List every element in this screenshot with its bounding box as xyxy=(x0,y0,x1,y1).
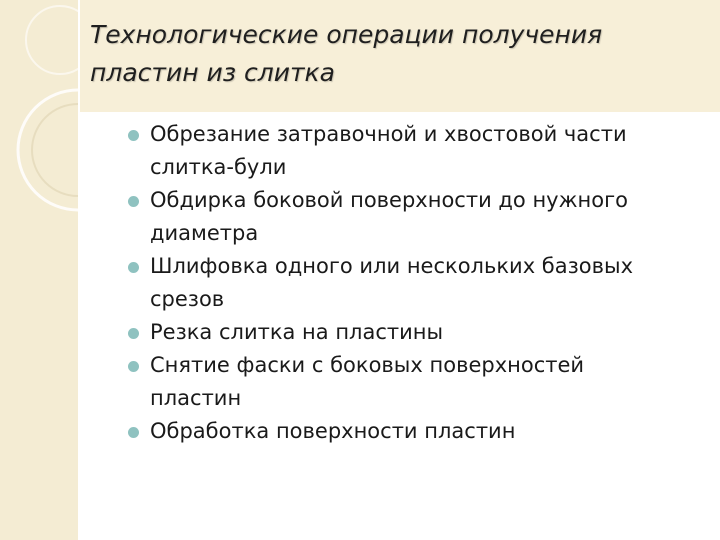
bullet-dot-icon xyxy=(128,262,139,273)
bullet-item xyxy=(128,118,708,184)
bullet-text-line-2: срезов xyxy=(150,287,225,311)
bullet-dot-icon xyxy=(128,427,139,438)
bullet-list xyxy=(128,118,708,448)
decorative-side-panel xyxy=(0,0,78,540)
bullet-text-line-1: Шлифовка одного или нескольких базовых xyxy=(150,254,634,278)
bullet-text-line-1: Обрезание затравочной и хвостовой части xyxy=(150,122,627,146)
bullet-text-line-1: Резка слитка на пластины xyxy=(150,320,444,344)
bullet-text-line-2: слитка-були xyxy=(150,155,287,179)
decorative-circles-graphic xyxy=(0,0,78,540)
bullet-text-line-1: Снятие фаски с боковых поверхностей xyxy=(150,353,585,377)
bullet-dot-icon xyxy=(128,361,139,372)
bullet-dot-icon xyxy=(128,130,139,141)
bullet-dot-icon xyxy=(128,328,139,339)
bullet-item xyxy=(128,250,708,316)
slide-title-line-2: пластин из слитка xyxy=(90,58,335,87)
bullet-text-line-1: Обработка поверхности пластин xyxy=(150,419,516,443)
bullet-item xyxy=(128,184,708,250)
bullet-text-line-1: Обдирка боковой поверхности до нужного xyxy=(150,188,628,212)
bullet-text-line-2: диаметра xyxy=(150,221,259,245)
bullet-item xyxy=(128,415,708,448)
bullet-text-line-2: пластин xyxy=(150,386,242,410)
bullet-item xyxy=(128,316,708,349)
slide-title-line-1: Технологические операции получения xyxy=(90,20,603,49)
slide-title xyxy=(90,16,690,92)
bullet-item xyxy=(128,349,708,415)
bullet-dot-icon xyxy=(128,196,139,207)
